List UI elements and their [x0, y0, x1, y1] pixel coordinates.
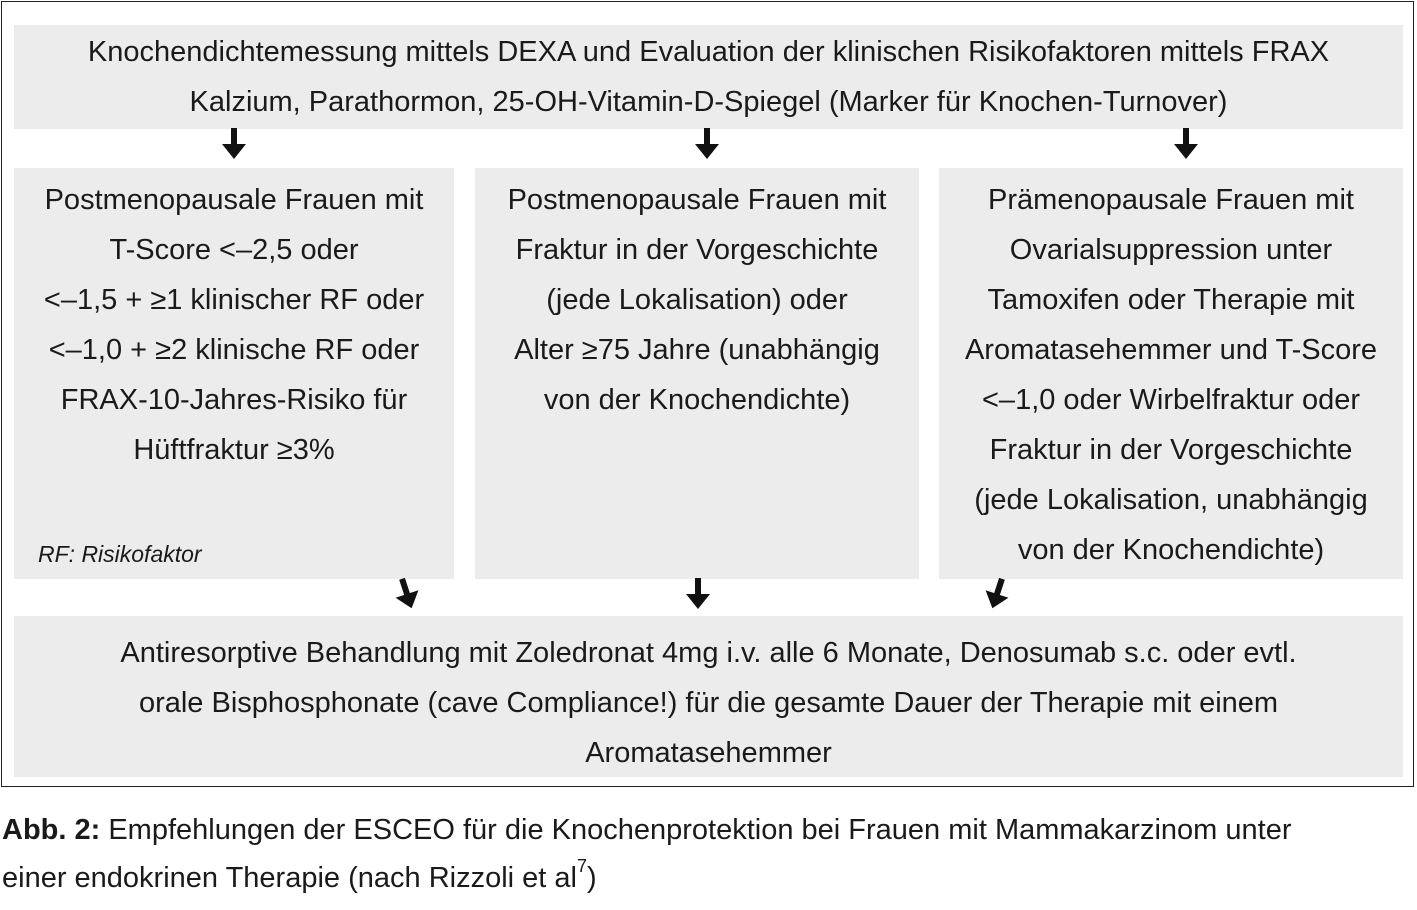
- criteria-line: Postmenopausale Frauen mit: [507, 184, 887, 216]
- caption-text-end: ): [586, 862, 597, 894]
- criteria-line: (jede Lokalisation) oder: [546, 284, 848, 316]
- criteria-line: <–1,0 + ≥2 klinische RF oder: [48, 334, 420, 366]
- treatment-box: [14, 616, 1403, 777]
- caption-label: Abb. 2:: [2, 814, 101, 846]
- criteria-box-postmenopausal-fracture: [475, 168, 919, 579]
- treatment-line-1: Antiresorptive Behandlung mit Zoledronat 4mg i.v. alle 6 Monate, Denosumab s.c. oder evtl.: [120, 637, 1297, 669]
- criteria-box-postmenopausal-tscore: [14, 168, 454, 579]
- arrow-down-icon: [692, 128, 722, 162]
- criteria-line: Prämenopausale Frauen mit: [988, 184, 1354, 216]
- assessment-line-1: Knochendichtemessung mittels DEXA und Evaluation der klinischen Risikofaktoren mittels FRAX: [87, 36, 1330, 68]
- criteria-line: Postmenopausale Frauen mit: [44, 184, 424, 216]
- arrow-down-icon: [1171, 128, 1201, 162]
- criteria-line: <–1,5 + ≥1 klinischer RF oder: [43, 284, 425, 316]
- arrow-down-icon: [683, 578, 713, 612]
- caption-text-1: Empfehlungen der ESCEO für die Knochenprotektion bei Frauen mit Mammakarzinom unter: [100, 814, 1292, 846]
- criteria-line: Aromatasehemmer und T-Score: [964, 334, 1378, 366]
- criteria-line: von der Knochendichte): [543, 384, 851, 416]
- treatment-line-2: orale Bisphosphonate (cave Compliance!) für die gesamte Dauer der Therapie mit einem: [138, 687, 1279, 719]
- arrow-down-icon: [982, 578, 1012, 612]
- criteria-line: FRAX-10-Jahres-Risiko für: [60, 384, 408, 416]
- criteria-line: Hüftfraktur ≥3%: [133, 434, 335, 466]
- criteria-line: von der Knochendichte): [1017, 534, 1325, 566]
- criteria-line: Tamoxifen oder Therapie mit: [987, 284, 1355, 316]
- caption-reference: 7: [576, 856, 587, 877]
- arrow-down-icon: [219, 128, 249, 162]
- criteria-line: Fraktur in der Vorgeschichte: [515, 234, 879, 266]
- criteria-line: Alter ≥75 Jahre (unabhängig: [514, 334, 880, 366]
- assessment-line-2: Kalzium, Parathormon, 25-OH-Vitamin-D-Spiegel (Marker für Knochen-Turnover): [189, 86, 1228, 118]
- arrow-down-icon: [392, 578, 422, 612]
- caption-text-2: einer endokrinen Therapie (nach Rizzoli et al: [2, 862, 577, 894]
- treatment-line-3: Aromatasehemmer: [585, 737, 832, 769]
- abbreviation-note: RF: Risikofaktor: [38, 541, 202, 567]
- criteria-line: T-Score <–2,5 oder: [109, 234, 359, 266]
- criteria-line: <–1,0 oder Wirbelfraktur oder: [982, 384, 1360, 416]
- figure-caption: [2, 806, 1414, 902]
- criteria-line: Ovarialsuppression unter: [1009, 234, 1333, 266]
- criteria-line: (jede Lokalisation, unabhängig: [974, 484, 1368, 516]
- criteria-box-premenopausal: [939, 168, 1403, 579]
- criteria-line: Fraktur in der Vorgeschichte: [989, 434, 1353, 466]
- assessment-box: [14, 25, 1403, 129]
